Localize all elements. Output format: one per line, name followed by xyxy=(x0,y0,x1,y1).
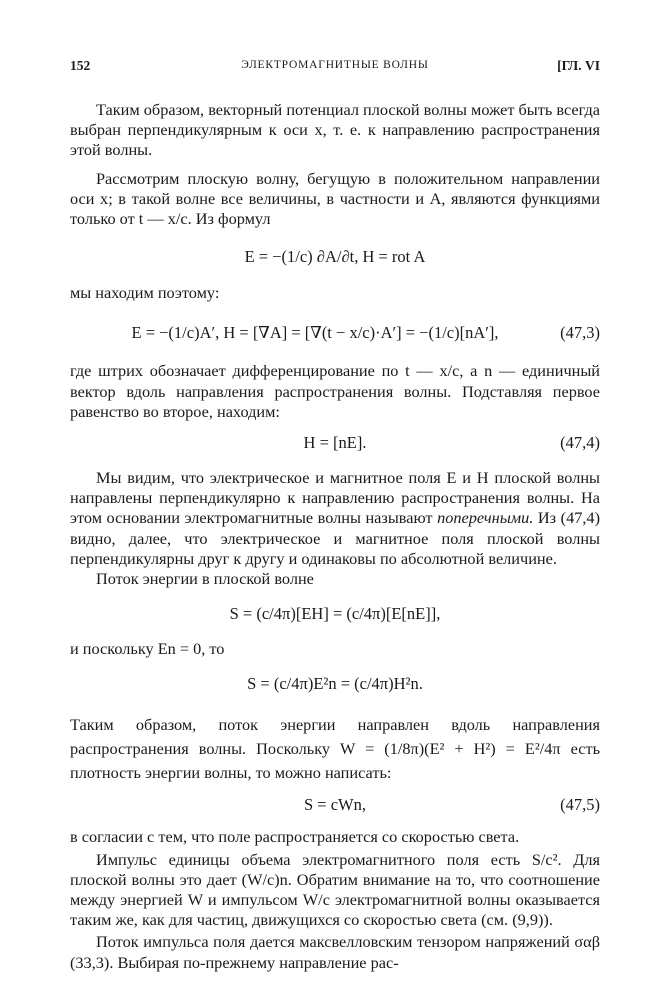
equation-47-3 xyxy=(70,313,600,353)
paragraph-9: в согласии с тем, что поле распространяется со скоростью света. xyxy=(70,827,520,847)
paragraph-8 xyxy=(70,713,600,785)
paragraph-5-part-1: Мы видим, что электрическое и магнитное поля E и H плоской волны направлены перпендикулярно к направлению распространения волны. На этом основании электромагнитные волны называют xyxy=(70,468,600,528)
paragraph-5 xyxy=(70,468,600,569)
equation-47-4-text: H = [nE]. xyxy=(303,433,367,453)
equation-1 xyxy=(70,239,600,275)
paragraph-8-part-1: Таким образом, поток энергии направлен вдоль направления распространения волны. Поскольку xyxy=(70,715,600,759)
term-transverse: поперечными. xyxy=(437,508,534,528)
equation-number-47-4: (47,4) xyxy=(560,433,600,453)
paragraph-1: Таким образом, векторный потенциал плоской волны может быть всегда выбран перпендикулярным к оси x, т. е. к направлению распространения этой волны. xyxy=(70,100,600,160)
equation-energy-flux xyxy=(70,665,600,703)
equation-energy-flux-text: S = (c/4π)E²n = (c/4π)H²n. xyxy=(247,674,423,694)
paragraph-6: Поток энергии в плоской волне xyxy=(96,569,314,589)
paragraph-11: Поток импульса поля дается максвелловским тензором напряжений σαβ (33,3). Выбирая по-прежнему направление рас- xyxy=(70,932,600,972)
paragraph-10: Импульс единицы объема электромагнитного поля есть S/c². Для плоской волны это дает (W/c)n. Обратим внимание на то, что соотношение между энергией W и импульсом W/c электромагнитной волны оказывается таким же, как для частиц, движущихся со скоростью света (см. (9,9)). xyxy=(70,849,600,930)
equation-47-5-text: S = cWn, xyxy=(303,795,366,815)
paragraph-2: Рассмотрим плоскую волну, бегущую в положительном направлении оси x; в такой волне все величины, в частности и A, являются функциями только от t — x/c. Из формул xyxy=(70,168,600,229)
paragraph-3: мы находим поэтому: xyxy=(70,283,220,303)
equation-47-5 xyxy=(70,791,600,819)
running-title: ЭЛЕКТРОМАГНИТНЫЕ ВОЛНЫ xyxy=(241,59,429,71)
equation-47-4 xyxy=(70,430,600,456)
paragraph-5-part-2: Из (47,4) видно, далее, что электрическое и магнитное поля плоской волны перпендикулярны друг к другу и одинаковы по абсолютной величине. xyxy=(70,508,600,568)
chapter-marker: [ГЛ. VI xyxy=(557,58,600,73)
equation-1-text: E = −(1/c) ∂A/∂t, H = rot A xyxy=(244,247,426,267)
paragraph-8-part-2: есть плотность энергии волны, то можно написать: xyxy=(70,739,601,783)
equation-poynting xyxy=(70,595,600,633)
equation-number-47-3: (47,3) xyxy=(560,323,600,343)
paragraph-7: и поскольку En = 0, то xyxy=(70,639,225,659)
equation-47-3-text: E = −(1/c)A′, H = [∇A] = [∇(t − x/c)·A′] = −(1/c)[nA′], xyxy=(131,323,499,343)
page-number: 152 xyxy=(70,58,91,73)
book-page xyxy=(70,58,600,973)
running-header xyxy=(70,58,600,80)
equation-poynting-text: S = (c/4π)[EH] = (c/4π)[E[nE]], xyxy=(229,604,441,624)
equation-number-47-5: (47,5) xyxy=(560,795,600,815)
paragraph-4: где штрих обозначает дифференцирование по t — x/c, а n — единичный вектор вдоль направления распространения волны. Подставляя первое равенство во второе, находим: xyxy=(70,361,600,421)
energy-density-formula: W = (1/8π)(E² + H²) = E²/4π xyxy=(340,739,561,759)
